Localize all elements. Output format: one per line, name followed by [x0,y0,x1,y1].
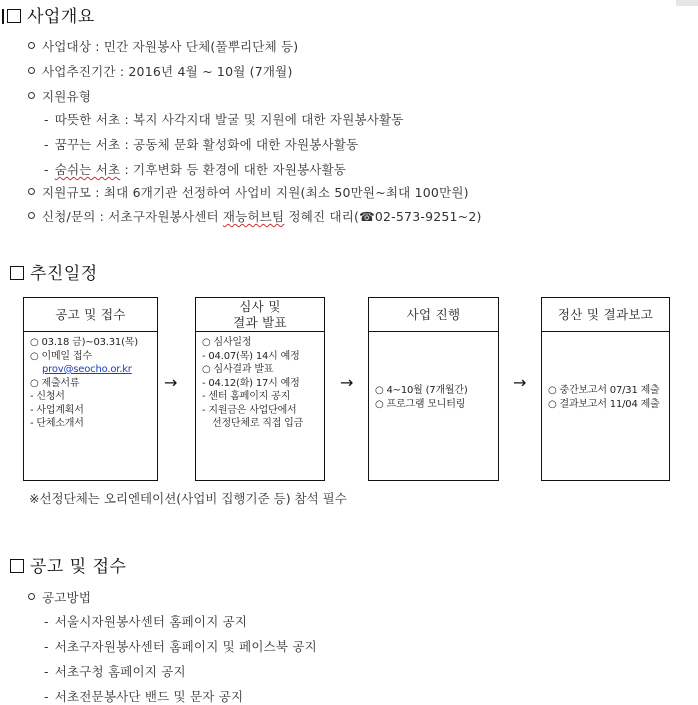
overview-item-contact [28,207,482,225]
square-bullet-icon [10,266,24,280]
item-label: 사업대상 : 민간 자원봉사 단체(풀뿌리단체 등) [42,39,299,54]
overview-item-period [28,62,293,80]
square-bullet-icon [7,9,21,23]
dash-bullet: - [44,162,49,177]
box-line: ○ 03.18 금)~03.31(목) [30,337,138,348]
type-desc: : 복지 사각지대 발굴 및 지원에 대한 자원봉사활동 [120,112,404,127]
box-title-line: 심사 및 [239,298,281,314]
section-heading-announce [10,552,126,577]
section-title: 사업개요 [27,7,95,27]
circle-bullet-icon [28,42,35,49]
section-title: 추진일정 [30,264,98,284]
type-desc: : 기후변화 등 환경에 대한 자원봉사활동 [120,162,347,177]
support-type-dream [44,135,358,153]
box-line: - 단체소개서 [30,418,84,429]
heading-bar-icon [2,9,4,24]
method-text: 서초구자원봉사센터 홈페이지 및 페이스북 공지 [54,639,317,654]
method-text: 서울시자원봉사센터 홈페이지 공지 [54,614,248,629]
box-line: ○ 4~10월 (7개월간) [375,385,468,396]
item-label: 공고방법 [42,590,92,605]
type-name: 꿈꾸는 서초 [54,137,121,152]
box-line: ○ 제출서류 [30,377,80,389]
overview-item-scale [28,183,469,201]
box-body [196,332,324,431]
box-line: - 04.12(화) 17시 예정 [202,377,300,389]
announce-method-item [44,662,186,680]
page-corner-mark [676,0,698,6]
overview-item-types [28,87,91,105]
circle-bullet-icon [28,67,35,74]
contact-team: 재능허브팀 [222,209,285,224]
announce-method-item [44,612,247,630]
box-line: - 04.07(목) 14시 예정 [202,350,300,362]
contact-prefix: 신청/문의 : 서초구자원봉사센터 [42,209,223,224]
box-line: 선정단체로 직접 입금 [212,418,304,429]
type-desc: : 공동체 문화 활성화에 대한 자원봉사활동 [120,137,359,152]
circle-bullet-icon [28,212,35,219]
item-label: 지원유형 [42,89,92,104]
box-line: ○ 프로그램 모니터링 [375,398,466,410]
box-title: 정산 및 결과보고 [542,298,669,332]
box-line: ○ 중간보고서 07/31 제출 [548,385,660,396]
type-name: 숨쉬는 서초 [54,162,121,177]
arrow-right-icon: → [340,373,354,392]
dash-bullet: - [44,664,49,679]
arrow-right-icon: → [513,373,527,392]
box-line: ○ 심사결과 발표 [202,364,274,375]
item-label: 지원규모 : 최대 6개기관 선정하여 사업비 지원(최소 50만원~최대 100만원) [42,185,469,200]
circle-bullet-icon [28,188,35,195]
support-type-warm [44,110,404,128]
section-title: 공고 및 접수 [30,557,127,577]
box-title: 공고 및 접수 [24,298,157,332]
item-label: 사업추진기간 : 2016년 4월 ~ 10월 (7개월) [42,64,293,79]
box-body [542,332,669,411]
dash-bullet: - [44,689,49,704]
announce-method-item [44,687,243,705]
dash-bullet: - [44,614,49,629]
method-text: 서초전문봉사단 밴드 및 문자 공지 [54,689,244,704]
box-title: 사업 진행 [369,298,498,332]
box-line: - 사업계획서 [30,404,84,416]
box-line: - 센터 홈페이지 공지 [202,391,291,402]
schedule-box-progress [368,297,499,481]
circle-bullet-icon [28,92,35,99]
box-line: - 지원금은 사업단에서 [202,404,297,416]
support-type-breathe [44,160,346,178]
orientation-note: ※선정단체는 오리엔테이션(사업비 집행기준 등) 참석 필수 [29,491,347,506]
box-body [24,332,157,431]
box-line: ○ 이메일 접수 [30,350,92,362]
announce-method-label [28,588,91,606]
announce-method-item [44,637,317,655]
box-line: - 신청서 [30,391,65,402]
method-text: 서초구청 홈페이지 공지 [54,664,186,679]
email-link[interactable]: prov@seocho.or.kr [42,364,132,375]
dash-bullet: - [44,639,49,654]
section-heading-overview [2,2,95,27]
overview-item-target [28,37,298,55]
section-heading-schedule [10,259,98,284]
circle-bullet-icon [28,593,35,600]
square-bullet-icon [10,559,24,573]
contact-suffix: 정혜진 대리(☎02-573-9251~2) [284,209,482,224]
dash-bullet: - [44,137,49,152]
dash-bullet: - [44,112,49,127]
box-body [369,332,498,411]
arrow-right-icon: → [164,373,178,392]
type-name: 따뜻한 서초 [54,112,121,127]
box-title-line: 결과 발표 [233,314,287,330]
box-line: ○ 결과보고서 11/04 제출 [548,398,660,410]
box-line: ○ 심사일정 [202,337,252,348]
schedule-box-report [541,297,670,481]
schedule-box-review [195,297,325,481]
box-title [196,298,324,332]
schedule-box-announce [23,297,158,481]
